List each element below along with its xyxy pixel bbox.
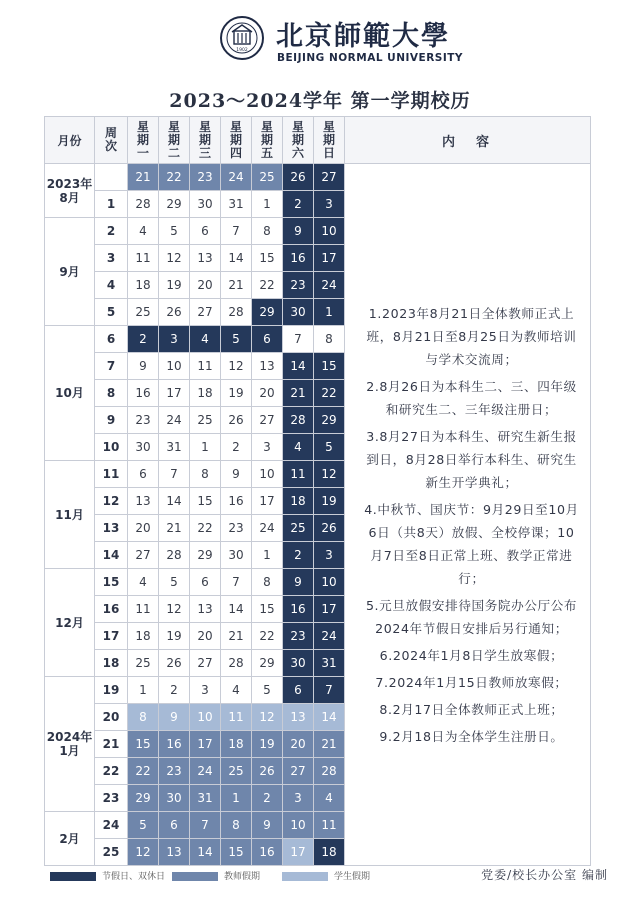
week-number: 7 — [95, 353, 128, 380]
day-cell-tue: 7 — [159, 461, 190, 488]
month-label: 11月 — [45, 461, 95, 569]
university-name-en: BEIJING NORMAL UNIVERSITY — [277, 52, 464, 64]
day-cell-fri: 22 — [252, 272, 283, 299]
day-cell-wed: 13 — [190, 245, 221, 272]
month-label: 2024年1月 — [45, 677, 95, 812]
day-cell-mon: 18 — [128, 623, 159, 650]
week-number: 5 — [95, 299, 128, 326]
day-cell-sun: 19 — [314, 488, 345, 515]
day-cell-tue: 2 — [159, 677, 190, 704]
day-cell-thu: 24 — [221, 164, 252, 191]
day-cell-sat: 11 — [283, 461, 314, 488]
footer-issuer: 党委/校长办公室 编制 — [481, 868, 608, 882]
day-cell-sat: 18 — [283, 488, 314, 515]
day-cell-sat: 28 — [283, 407, 314, 434]
month-label: 2023年8月 — [45, 164, 95, 218]
day-cell-sun: 17 — [314, 596, 345, 623]
day-cell-wed: 24 — [190, 758, 221, 785]
day-cell-sun: 21 — [314, 731, 345, 758]
day-cell-fri: 8 — [252, 569, 283, 596]
day-cell-mon: 5 — [128, 812, 159, 839]
day-cell-sat: 16 — [283, 245, 314, 272]
day-cell-thu: 1 — [221, 785, 252, 812]
day-cell-fri: 12 — [252, 704, 283, 731]
day-cell-wed: 27 — [190, 299, 221, 326]
day-cell-wed: 6 — [190, 569, 221, 596]
day-cell-fri: 29 — [252, 299, 283, 326]
day-cell-sat: 23 — [283, 623, 314, 650]
day-cell-wed: 7 — [190, 812, 221, 839]
day-cell-mon: 27 — [128, 542, 159, 569]
note-item: 3.8月27日为本科生、研究生新生报到日，8月28日举行本科生、研究生新生开学典礼； — [366, 428, 577, 490]
day-cell-wed: 10 — [190, 704, 221, 731]
day-cell-sun: 24 — [314, 272, 345, 299]
day-cell-thu: 2 — [221, 434, 252, 461]
day-cell-mon: 4 — [128, 218, 159, 245]
week-number: 21 — [95, 731, 128, 758]
day-cell-sat: 26 — [283, 164, 314, 191]
day-cell-fri: 10 — [252, 461, 283, 488]
day-cell-mon: 25 — [128, 650, 159, 677]
legend-label-teacher-vacation: 教师假期 — [224, 872, 261, 882]
day-cell-sun: 29 — [314, 407, 345, 434]
week-number: 14 — [95, 542, 128, 569]
day-cell-thu: 9 — [221, 461, 252, 488]
day-cell-mon: 9 — [128, 353, 159, 380]
day-cell-mon: 29 — [128, 785, 159, 812]
day-cell-sat: 21 — [283, 380, 314, 407]
day-cell-sat: 6 — [283, 677, 314, 704]
university-seal-icon — [220, 16, 264, 60]
day-cell-thu: 14 — [221, 596, 252, 623]
day-cell-fri: 3 — [252, 434, 283, 461]
day-cell-fri: 29 — [252, 650, 283, 677]
day-cell-sat: 27 — [283, 758, 314, 785]
day-cell-wed: 13 — [190, 596, 221, 623]
day-cell-tue: 22 — [159, 164, 190, 191]
day-cell-thu: 5 — [221, 326, 252, 353]
day-cell-tue: 13 — [159, 839, 190, 866]
day-cell-wed: 6 — [190, 218, 221, 245]
day-cell-tue: 21 — [159, 515, 190, 542]
day-cell-sun: 27 — [314, 164, 345, 191]
day-cell-wed: 20 — [190, 623, 221, 650]
week-number: 9 — [95, 407, 128, 434]
day-cell-sun: 24 — [314, 623, 345, 650]
day-cell-sat: 25 — [283, 515, 314, 542]
day-cell-wed: 22 — [190, 515, 221, 542]
day-cell-fri: 8 — [252, 218, 283, 245]
day-cell-sat: 23 — [283, 272, 314, 299]
day-cell-tue: 6 — [159, 812, 190, 839]
day-cell-sun: 7 — [314, 677, 345, 704]
legend-swatch-student-vacation — [282, 872, 328, 881]
day-cell-sat: 3 — [283, 785, 314, 812]
day-cell-thu: 15 — [221, 839, 252, 866]
note-item: 6.2024年1月8日学生放寒假； — [379, 647, 564, 663]
week-number: 22 — [95, 758, 128, 785]
day-cell-wed: 8 — [190, 461, 221, 488]
day-cell-mon: 11 — [128, 245, 159, 272]
day-header-wed: 星 期 三 — [190, 117, 221, 164]
day-cell-wed: 4 — [190, 326, 221, 353]
week-number: 16 — [95, 596, 128, 623]
day-cell-tue: 23 — [159, 758, 190, 785]
day-cell-thu: 25 — [221, 758, 252, 785]
day-cell-fri: 20 — [252, 380, 283, 407]
day-cell-mon: 15 — [128, 731, 159, 758]
day-cell-tue: 9 — [159, 704, 190, 731]
day-cell-mon: 20 — [128, 515, 159, 542]
week-number: 17 — [95, 623, 128, 650]
day-cell-sat: 30 — [283, 650, 314, 677]
day-cell-sun: 15 — [314, 353, 345, 380]
week-number: 2 — [95, 218, 128, 245]
header-row — [45, 117, 591, 164]
day-cell-thu: 21 — [221, 272, 252, 299]
day-cell-sun: 12 — [314, 461, 345, 488]
week-number: 13 — [95, 515, 128, 542]
day-cell-mon: 21 — [128, 164, 159, 191]
week-header: 周 次 — [95, 117, 128, 164]
header — [0, 0, 640, 78]
day-cell-wed: 17 — [190, 731, 221, 758]
day-cell-mon: 11 — [128, 596, 159, 623]
day-cell-mon: 4 — [128, 569, 159, 596]
day-cell-fri: 9 — [252, 812, 283, 839]
day-cell-tue: 28 — [159, 542, 190, 569]
day-cell-sat: 9 — [283, 218, 314, 245]
day-cell-thu: 26 — [221, 407, 252, 434]
day-cell-tue: 12 — [159, 245, 190, 272]
day-cell-thu: 14 — [221, 245, 252, 272]
day-cell-sun: 31 — [314, 650, 345, 677]
day-cell-tue: 26 — [159, 650, 190, 677]
day-cell-wed: 25 — [190, 407, 221, 434]
legend-label-holiday: 节假日、双休日 — [102, 872, 166, 882]
note-item: 2.8月26日为本科生二、三、四年级和研究生二、三年级注册日； — [366, 378, 577, 417]
day-cell-fri: 27 — [252, 407, 283, 434]
day-cell-fri: 1 — [252, 542, 283, 569]
day-cell-thu: 7 — [221, 218, 252, 245]
day-cell-sun: 22 — [314, 380, 345, 407]
day-cell-mon: 22 — [128, 758, 159, 785]
week-number: 10 — [95, 434, 128, 461]
university-name-cn: 北京師範大學 — [276, 21, 450, 52]
day-cell-mon: 25 — [128, 299, 159, 326]
day-cell-wed: 1 — [190, 434, 221, 461]
day-cell-thu: 28 — [221, 299, 252, 326]
day-cell-wed: 15 — [190, 488, 221, 515]
day-cell-sat: 4 — [283, 434, 314, 461]
day-cell-thu: 28 — [221, 650, 252, 677]
day-cell-mon: 23 — [128, 407, 159, 434]
day-cell-tue: 19 — [159, 623, 190, 650]
legend-swatch-holiday — [50, 872, 96, 881]
day-cell-wed: 23 — [190, 164, 221, 191]
week-number: 3 — [95, 245, 128, 272]
day-cell-tue: 14 — [159, 488, 190, 515]
day-cell-mon: 13 — [128, 488, 159, 515]
day-cell-sun: 14 — [314, 704, 345, 731]
day-cell-thu: 12 — [221, 353, 252, 380]
month-label: 2月 — [45, 812, 95, 866]
day-cell-fri: 15 — [252, 245, 283, 272]
week-number: 19 — [95, 677, 128, 704]
notes-list — [345, 278, 590, 748]
day-cell-wed: 20 — [190, 272, 221, 299]
day-cell-sat: 30 — [283, 299, 314, 326]
day-cell-sun: 3 — [314, 542, 345, 569]
week-number: 15 — [95, 569, 128, 596]
day-cell-mon: 18 — [128, 272, 159, 299]
day-cell-mon: 1 — [128, 677, 159, 704]
day-cell-fri: 2 — [252, 785, 283, 812]
month-label: 10月 — [45, 326, 95, 461]
legend-swatch-teacher-vacation — [172, 872, 218, 881]
week-number: 8 — [95, 380, 128, 407]
day-cell-sat: 2 — [283, 542, 314, 569]
day-cell-fri: 13 — [252, 353, 283, 380]
calendar-table — [44, 116, 591, 866]
day-header-thu: 星 期 四 — [221, 117, 252, 164]
week-number: 23 — [95, 785, 128, 812]
day-cell-wed: 31 — [190, 785, 221, 812]
week-number: 11 — [95, 461, 128, 488]
day-cell-fri: 24 — [252, 515, 283, 542]
day-cell-sun: 26 — [314, 515, 345, 542]
day-cell-sat: 20 — [283, 731, 314, 758]
day-cell-sun: 10 — [314, 218, 345, 245]
week-number: 25 — [95, 839, 128, 866]
week-number: 1 — [95, 191, 128, 218]
day-cell-wed: 11 — [190, 353, 221, 380]
day-cell-thu: 21 — [221, 623, 252, 650]
note-item: 9.2月18日为全体学生注册日。 — [379, 728, 564, 744]
day-cell-mon: 8 — [128, 704, 159, 731]
day-cell-tue: 16 — [159, 731, 190, 758]
seal-year: 1902 — [236, 48, 248, 53]
day-cell-fri: 5 — [252, 677, 283, 704]
month-header: 月份 — [45, 117, 95, 164]
day-cell-wed: 27 — [190, 650, 221, 677]
day-cell-thu: 19 — [221, 380, 252, 407]
day-cell-sun: 18 — [314, 839, 345, 866]
day-cell-wed: 29 — [190, 542, 221, 569]
day-cell-sun: 11 — [314, 812, 345, 839]
day-cell-wed: 14 — [190, 839, 221, 866]
day-cell-tue: 29 — [159, 191, 190, 218]
day-cell-sat: 10 — [283, 812, 314, 839]
month-label: 9月 — [45, 218, 95, 326]
day-cell-fri: 22 — [252, 623, 283, 650]
week-row — [45, 164, 591, 191]
day-cell-tue: 19 — [159, 272, 190, 299]
day-cell-fri: 26 — [252, 758, 283, 785]
day-cell-fri: 25 — [252, 164, 283, 191]
day-cell-thu: 16 — [221, 488, 252, 515]
day-cell-fri: 17 — [252, 488, 283, 515]
day-cell-sun: 10 — [314, 569, 345, 596]
day-cell-thu: 4 — [221, 677, 252, 704]
week-number: 24 — [95, 812, 128, 839]
day-cell-sun: 28 — [314, 758, 345, 785]
note-item: 7.2024年1月15日教师放寒假； — [375, 674, 568, 690]
week-number: 18 — [95, 650, 128, 677]
day-cell-thu: 7 — [221, 569, 252, 596]
day-cell-sat: 2 — [283, 191, 314, 218]
day-cell-sun: 8 — [314, 326, 345, 353]
day-cell-sat: 7 — [283, 326, 314, 353]
day-cell-mon: 28 — [128, 191, 159, 218]
day-cell-fri: 19 — [252, 731, 283, 758]
day-header-sat: 星 期 六 — [283, 117, 314, 164]
day-cell-sat: 9 — [283, 569, 314, 596]
week-number: 12 — [95, 488, 128, 515]
week-number — [95, 164, 128, 191]
day-cell-mon: 2 — [128, 326, 159, 353]
day-cell-thu: 11 — [221, 704, 252, 731]
content-header: 内 容 — [345, 117, 591, 164]
day-cell-wed: 18 — [190, 380, 221, 407]
day-cell-mon: 16 — [128, 380, 159, 407]
day-cell-thu: 31 — [221, 191, 252, 218]
day-cell-tue: 17 — [159, 380, 190, 407]
note-item: 8.2月17日全体教师正式上班； — [379, 701, 564, 717]
day-cell-mon: 12 — [128, 839, 159, 866]
month-label: 12月 — [45, 569, 95, 677]
day-cell-tue: 31 — [159, 434, 190, 461]
week-number: 6 — [95, 326, 128, 353]
day-cell-sun: 1 — [314, 299, 345, 326]
day-cell-thu: 30 — [221, 542, 252, 569]
week-number: 4 — [95, 272, 128, 299]
content-notes-cell — [345, 164, 591, 866]
day-cell-sun: 17 — [314, 245, 345, 272]
day-header-sun: 星 期 日 — [314, 117, 345, 164]
day-cell-sat: 14 — [283, 353, 314, 380]
day-cell-fri: 6 — [252, 326, 283, 353]
day-cell-thu: 23 — [221, 515, 252, 542]
day-cell-fri: 16 — [252, 839, 283, 866]
day-cell-tue: 10 — [159, 353, 190, 380]
day-cell-mon: 30 — [128, 434, 159, 461]
day-cell-fri: 1 — [252, 191, 283, 218]
day-cell-tue: 5 — [159, 218, 190, 245]
day-cell-sun: 3 — [314, 191, 345, 218]
day-cell-tue: 30 — [159, 785, 190, 812]
day-cell-tue: 5 — [159, 569, 190, 596]
day-cell-wed: 3 — [190, 677, 221, 704]
day-cell-thu: 8 — [221, 812, 252, 839]
page-title: 2023～2024学年 第一学期校历 — [169, 90, 471, 112]
day-cell-fri: 15 — [252, 596, 283, 623]
day-header-fri: 星 期 五 — [252, 117, 283, 164]
note-item: 4.中秋节、国庆节：9月29日至10月6日（共8天）放假、全校停课；10月7日至8日正常上班、教学正常进行； — [364, 501, 579, 586]
day-cell-mon: 6 — [128, 461, 159, 488]
day-cell-tue: 12 — [159, 596, 190, 623]
day-cell-tue: 26 — [159, 299, 190, 326]
day-cell-sat: 17 — [283, 839, 314, 866]
note-item: 5.元旦放假安排待国务院办公厅公布2024年节假日安排后另行通知； — [365, 597, 578, 636]
week-number: 20 — [95, 704, 128, 731]
day-cell-sun: 4 — [314, 785, 345, 812]
day-cell-sat: 13 — [283, 704, 314, 731]
note-item: 1.2023年8月21日全体教师正式上班，8月21日至8月25日为教师培训与学术交流周； — [366, 305, 577, 367]
day-header-mon: 星 期 一 — [128, 117, 159, 164]
day-header-tue: 星 期 二 — [159, 117, 190, 164]
day-cell-sat: 16 — [283, 596, 314, 623]
day-cell-wed: 30 — [190, 191, 221, 218]
legend-label-student-vacation: 学生假期 — [334, 872, 371, 882]
day-cell-sun: 5 — [314, 434, 345, 461]
day-cell-thu: 18 — [221, 731, 252, 758]
day-cell-tue: 24 — [159, 407, 190, 434]
day-cell-tue: 3 — [159, 326, 190, 353]
